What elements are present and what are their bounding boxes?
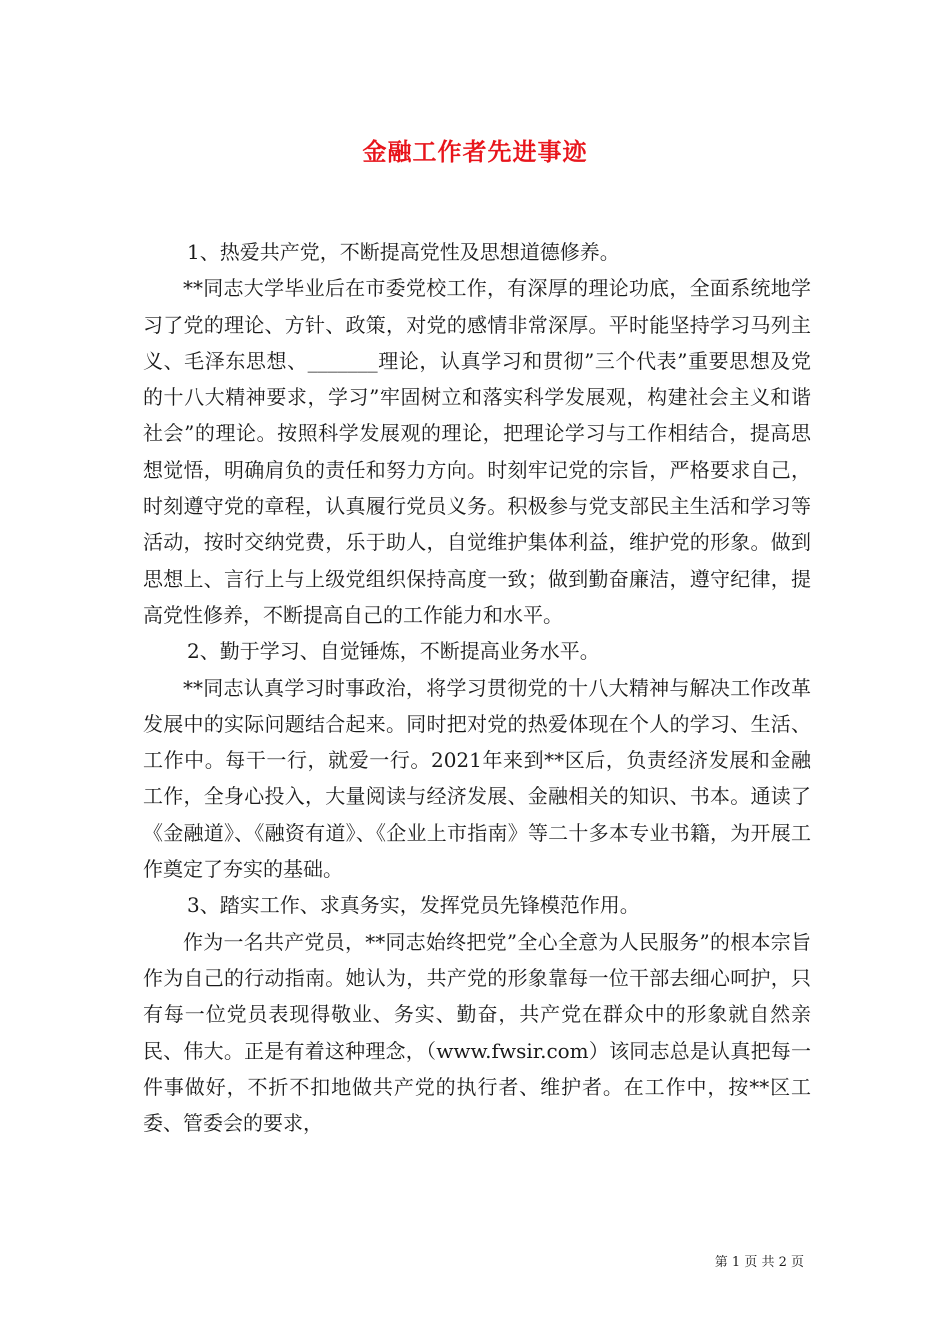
section-heading-3: 3、踏实工作、求真务实，发挥党员先锋模范作用。	[187, 893, 640, 918]
section-heading-2: 2、勤于学习、自觉锤炼，不断提高业务水平。	[187, 639, 600, 664]
page-number-footer: 第 1 页 共 2 页	[714, 1255, 804, 1270]
paragraph-3: 作为一名共产党员，**同志始终把党”全心全意为人民服务”的根本宗旨作为自己的行动指南。她认为，共产党的形象靠每一位干部去细心呵护，只有每一位党员表现得敬业、务实、勤奋，共产党在群众中的形象就自然亲民、伟大。正是有着这种理念，（www.fwsir.com）该同志总是认真把每一件事做好，不折不扣地做共产党的执行者、维护者。在工作中，按**区工委、管委会的要求，	[143, 929, 811, 1136]
document-title: 金融工作者先进事迹	[362, 137, 588, 166]
paragraph-2: **同志认真学习时事政治，将学习贯彻党的十八大精神与解决工作改革发展中的实际问题结合起来。同时把对党的热爱体现在个人的学习、生活、工作中。每干一行，就爱一行。2021年来到**区后，负责经济发展和金融工作，全身心投入，大量阅读与经济发展、金融相关的知识、书本。通读了《金融道》、《融资有道》、《企业上市指南》等二十多本专业书籍，为开展工作奠定了夯实的基础。	[143, 675, 811, 882]
document-body	[143, 234, 811, 1141]
paragraph-1: **同志大学毕业后在市委党校工作，有深厚的理论功底，全面系统地学习了党的理论、方针、政策，对党的感情非常深厚。平时能坚持学习马列主义、毛泽东思想、_______理论，认真学习和贯彻”三个代表”重要思想及党的十八大精神要求，学习”牢固树立和落实科学发展观，构建社会主义和谐社会”的理论。按照科学发展观的理论，把理论学习与工作相结合，提高思想觉悟，明确肩负的责任和努力方向。时刻牢记党的宗旨，严格要求自己，时刻遵守党的章程，认真履行党员义务。积极参与党支部民主生活和学习等活动，按时交纳党费，乐于助人，自觉维护集体利益，维护党的形象。做到思想上、言行上与上级党组织保持高度一致；做到勤奋廉洁，遵守纪律，提高党性修养，不断提高自己的工作能力和水平。	[143, 276, 811, 627]
section-heading-1: 1、热爱共产党，不断提高党性及思想道德修养。	[187, 240, 620, 264]
